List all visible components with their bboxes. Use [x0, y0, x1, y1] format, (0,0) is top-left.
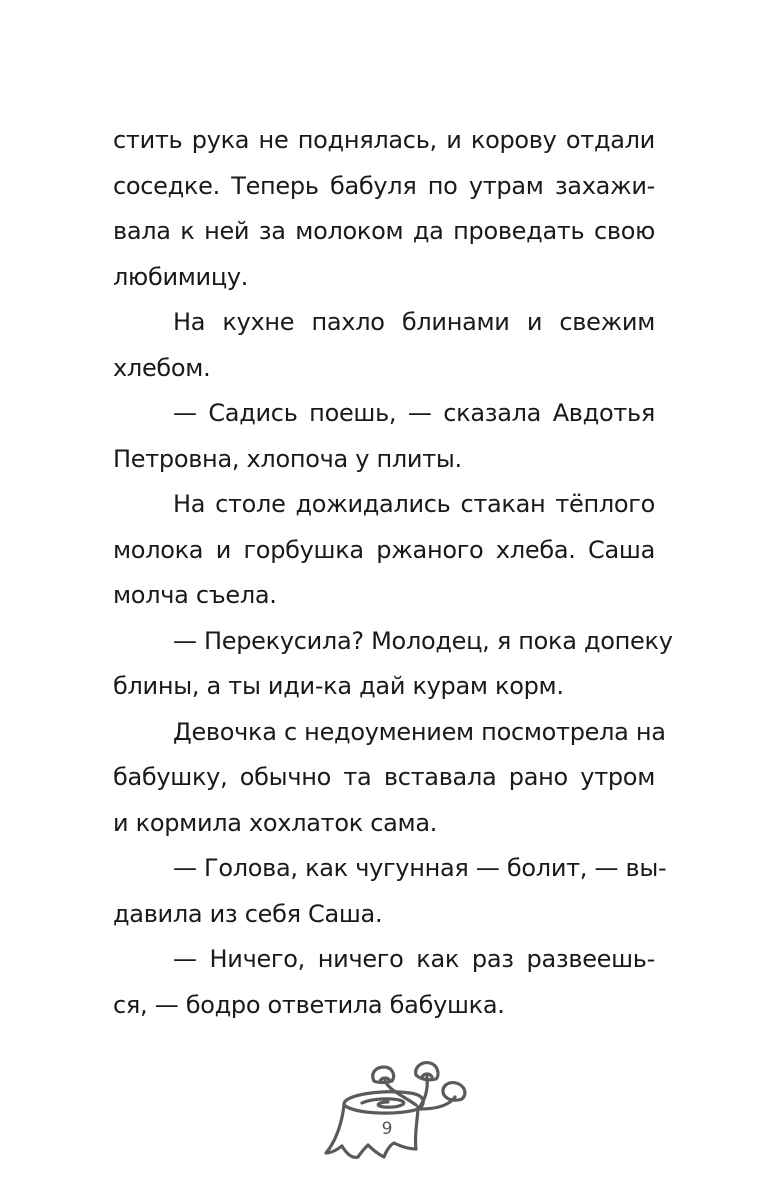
tree-stump-mushrooms-icon [322, 1045, 474, 1170]
text-line: любимицу. [113, 262, 249, 291]
text-line: давила из себя Саша. [113, 899, 383, 928]
text-line: Петровна, хлопоча у плиты. [113, 444, 462, 473]
text-line: и кормила хохлаток сама. [113, 808, 438, 837]
book-page-text [113, 118, 673, 1028]
text-line: соседке. Теперь бабуля по утрам захажи- [113, 171, 655, 200]
page-folio [322, 1045, 474, 1170]
text-line: блины, а ты иди-ка дай курам корм. [113, 672, 564, 700]
text-line-indented: На столе дожидались стакан тёплого [173, 490, 655, 518]
page-number: 9 [381, 1119, 393, 1139]
text-line: стить рука не поднялась, и корову отдали [113, 126, 655, 154]
text-line: молча съела. [113, 581, 277, 609]
text-line-indented: — Голова, как чугунная — болит, — вы- [173, 854, 667, 882]
text-line: вала к ней за молоком да проведать свою [113, 217, 655, 245]
text-line: бабушку, обычно та вставала рано утром [113, 763, 655, 791]
text-line: молока и горбушка ржаного хлеба. Саша [113, 535, 655, 564]
text-line-indented: — Ничего, ничего как раз развеешь- [173, 945, 655, 973]
text-line-indented: Девочка с недоумением посмотрела на [173, 717, 666, 746]
text-line-indented: — Перекусила? Молодец, я пока допеку [173, 626, 673, 655]
text-line: ся, — бодро ответила бабушка. [113, 990, 505, 1019]
text-line: хлебом. [113, 353, 211, 382]
text-line-indented: — Садись поешь, — сказала Авдотья [173, 399, 655, 427]
text-line-indented: На кухне пахло блинами и свежим [173, 308, 655, 336]
